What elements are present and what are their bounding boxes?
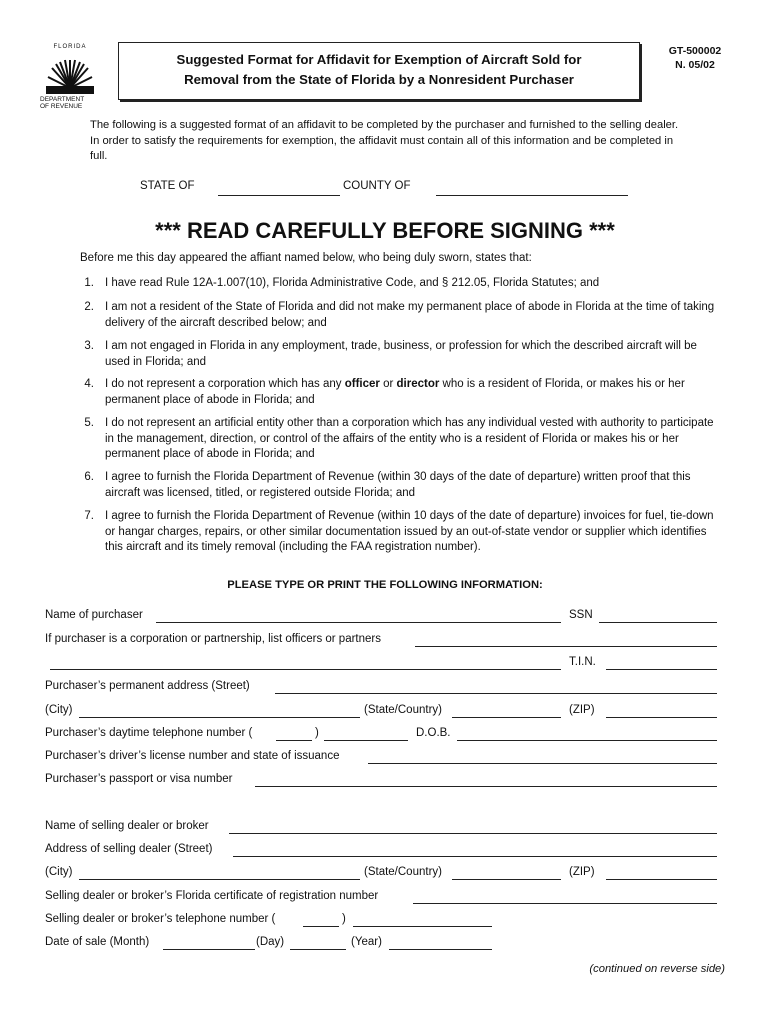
phone-area-code-field[interactable] <box>276 740 312 741</box>
date-day-label: (Day) <box>256 936 285 948</box>
preamble: Before me this day appeared the affiant named below, who being duly sworn, states that: <box>80 252 532 264</box>
read-carefully-headline: *** READ CAREFULLY BEFORE SIGNING *** <box>155 218 615 243</box>
drivers-license-label: Purchaser’s driver’s license number and state of issuance <box>45 750 340 762</box>
ssn-field[interactable] <box>599 622 717 623</box>
phone-paren-close: ) <box>315 727 319 739</box>
date-month-label: Date of sale (Month) <box>45 936 150 948</box>
dealer-city-label: (City) <box>45 866 73 878</box>
tin-label: T.I.N. <box>569 656 596 668</box>
city-field[interactable] <box>79 717 360 718</box>
name-of-purchaser-label: Name of purchaser <box>45 609 143 621</box>
dealer-city-field[interactable] <box>79 879 360 880</box>
form-title-line1: Suggested Format for Affidavit for Exemption of Aircraft Sold for <box>176 52 582 67</box>
continued-note: (continued on reverse side) <box>589 963 725 975</box>
state-label: STATE OF <box>140 180 195 192</box>
dealer-certificate-field[interactable] <box>413 903 717 904</box>
date-month-field[interactable] <box>163 949 255 950</box>
ssn-label: SSN <box>569 609 593 621</box>
state-field[interactable] <box>218 195 340 196</box>
dealer-certificate-label: Selling dealer or broker’s Florida certificate of registration number <box>45 890 379 902</box>
drivers-license-field[interactable] <box>368 763 717 764</box>
dob-label: D.O.B. <box>416 727 451 739</box>
officers-field-continued[interactable] <box>50 669 561 670</box>
dealer-zip-label: (ZIP) <box>569 866 595 878</box>
permanent-address-label: Purchaser’s permanent address (Street) <box>45 680 250 692</box>
officers-label: If purchaser is a corporation or partnership, list officers or partners <box>45 633 381 645</box>
form-heading: PLEASE TYPE OR PRINT THE FOLLOWING INFORMATION: <box>227 579 543 591</box>
zip-field[interactable] <box>606 717 717 718</box>
state-country-field[interactable] <box>452 717 561 718</box>
dob-field[interactable] <box>457 740 717 741</box>
passport-field[interactable] <box>255 786 717 787</box>
county-label: COUNTY OF <box>343 180 411 192</box>
sun-logo-icon <box>46 52 94 94</box>
county-field[interactable] <box>436 195 628 196</box>
dealer-zip-field[interactable] <box>606 879 717 880</box>
dor-logo <box>40 44 100 114</box>
date-day-field[interactable] <box>290 949 346 950</box>
form-number: GT-500002 N. 05/02 <box>668 45 722 71</box>
daytime-phone-field[interactable] <box>324 740 408 741</box>
dealer-phone-field[interactable] <box>353 926 492 927</box>
city-label: (City) <box>45 704 73 716</box>
dealer-phone-area-code-field[interactable] <box>303 926 339 927</box>
intro-paragraph: The following is a suggested format of an affidavit to be completed by the purchaser and furnished to the selling dealer. In order to satisfy the requirements for exemption, the affidavit must contain all of this information and be completed in full. <box>90 119 679 163</box>
date-year-label: (Year) <box>351 936 382 948</box>
tin-field[interactable] <box>606 669 717 670</box>
daytime-phone-label: Purchaser’s daytime telephone number ( <box>45 727 253 739</box>
form-title-line2: Removal from the State of Florida by a Nonresident Purchaser <box>184 72 574 87</box>
dealer-phone-label: Selling dealer or broker’s telephone number ( <box>45 913 276 925</box>
state-country-label: (State/Country) <box>364 704 442 716</box>
permanent-address-field[interactable] <box>275 693 717 694</box>
dealer-state-country-field[interactable] <box>452 879 561 880</box>
officers-field[interactable] <box>415 646 717 647</box>
logo-state-text: FLORIDA <box>53 44 87 50</box>
dealer-address-field[interactable] <box>233 856 717 857</box>
form-title-box <box>118 42 640 100</box>
dealer-name-label: Name of selling dealer or broker <box>45 820 209 832</box>
dealer-state-country-label: (State/Country) <box>364 866 442 878</box>
passport-label: Purchaser’s passport or visa number <box>45 773 233 785</box>
zip-label: (ZIP) <box>569 704 595 716</box>
date-year-field[interactable] <box>389 949 492 950</box>
dealer-name-field[interactable] <box>229 833 717 834</box>
logo-department-text: DEPARTMENT OF REVENUE <box>40 96 85 110</box>
dealer-address-label: Address of selling dealer (Street) <box>45 843 213 855</box>
dealer-phone-paren-close: ) <box>342 913 346 925</box>
name-of-purchaser-field[interactable] <box>156 622 561 623</box>
